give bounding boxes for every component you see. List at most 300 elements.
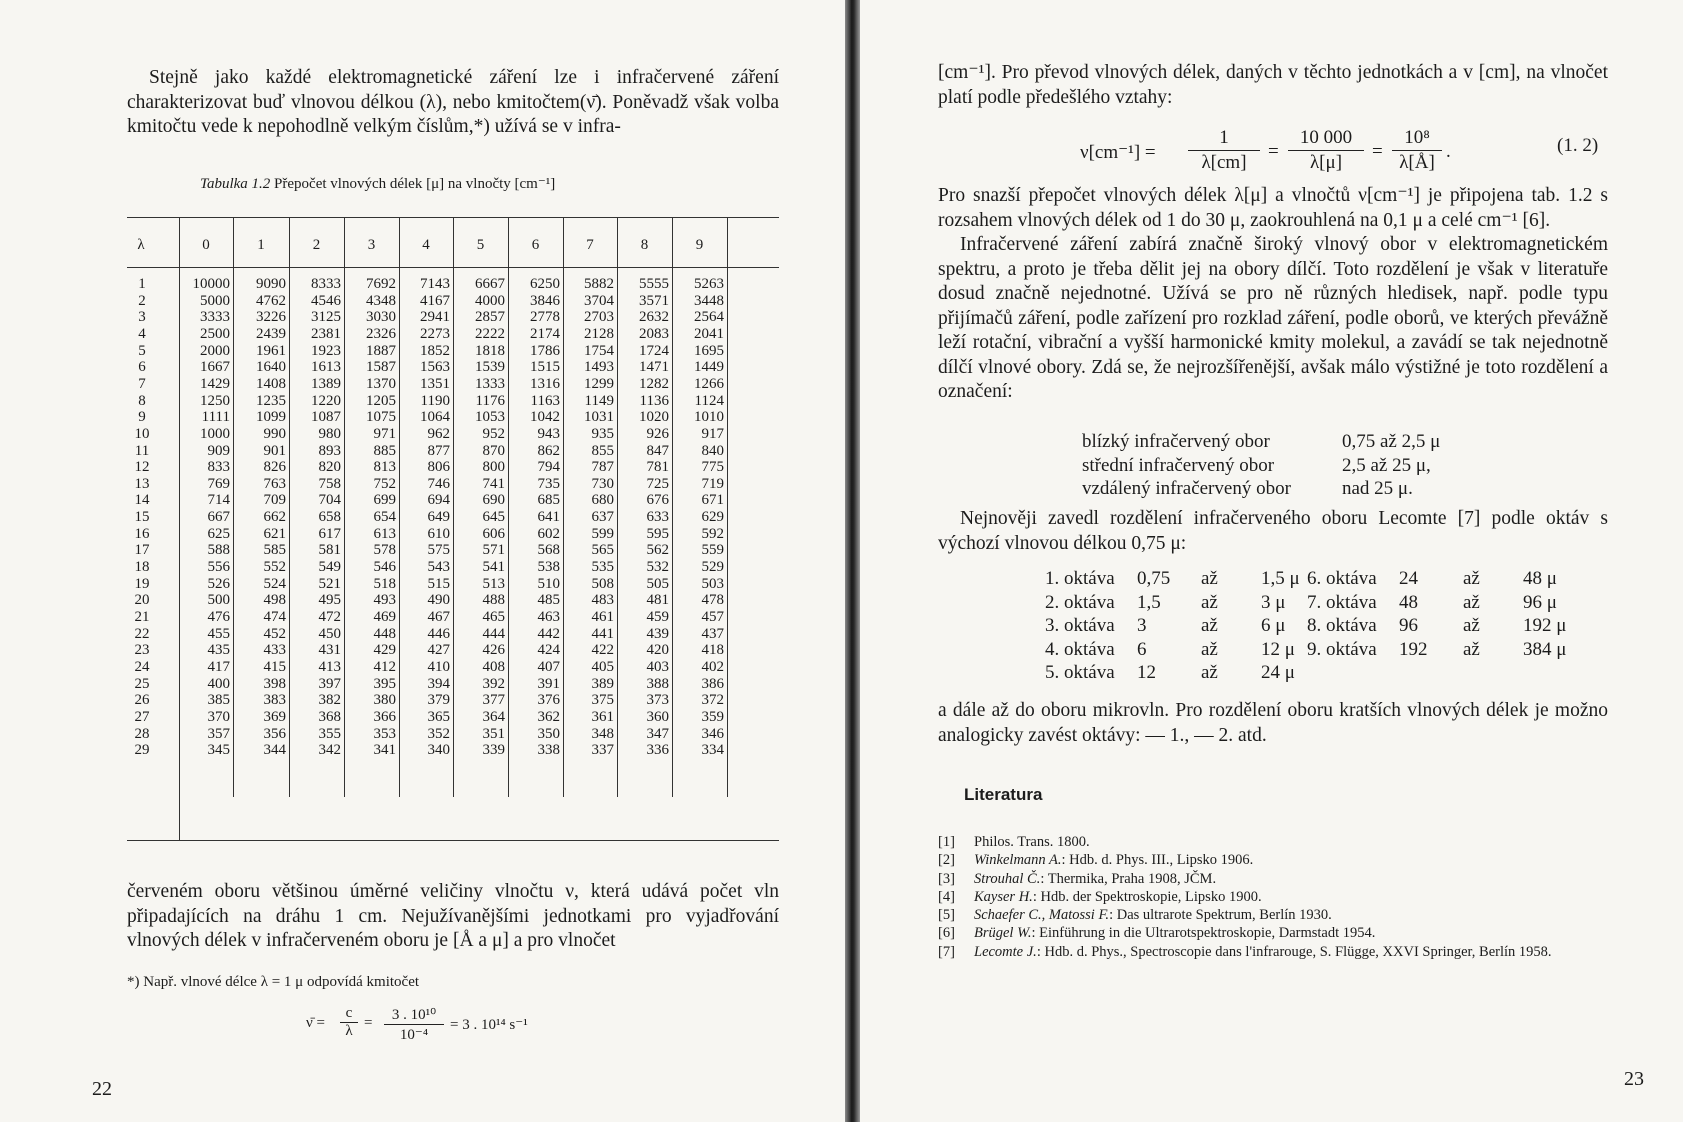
table-cell: 338 <box>537 742 560 759</box>
table-row-lambda: 23 <box>134 642 150 659</box>
table-cell: 571 <box>482 542 505 559</box>
table-cell: 9090 <box>256 276 286 292</box>
right-top-text: [cm⁻¹]. Pro převod vlnových délek, daných v těchto jednotkách a v [cm], na vlnočet platí podle předešlého vztahy: <box>938 62 1608 108</box>
table-cell: 893 <box>318 442 341 459</box>
table-cell: 392 <box>482 675 505 692</box>
table-cell: 1724 <box>639 342 669 359</box>
table-cell: 463 <box>537 609 560 625</box>
table-row-lambda: 24 <box>134 658 150 675</box>
table-cell: 990 <box>263 425 286 442</box>
table-cell: 347 <box>646 725 669 742</box>
table-cell: 508 <box>591 575 614 592</box>
table-row-lambda: 25 <box>134 675 150 692</box>
octave-end: 24 μ <box>1261 662 1295 683</box>
reference-author: Strouhal Č. <box>974 870 1041 887</box>
table-cell: 699 <box>373 492 396 509</box>
table-cell: 373 <box>646 692 669 709</box>
range-value: 0,75 až 2,5 μ <box>1342 431 1441 452</box>
ir-range-row <box>1082 454 1440 478</box>
table-cell: 1099 <box>256 409 286 426</box>
table-cell: 3571 <box>639 292 669 309</box>
table-caption-label: Tabulka 1.2 <box>200 176 271 192</box>
table-cell: 467 <box>427 609 450 625</box>
table-row-lambda: 18 <box>134 559 150 576</box>
table-row-lambda: 5 <box>138 342 146 359</box>
table-cell: 365 <box>427 708 450 725</box>
table-cell: 1408 <box>256 375 286 392</box>
table-row-lambda: 16 <box>134 525 150 542</box>
reference-item <box>938 888 1618 906</box>
right-top-paragraph <box>938 61 1608 110</box>
table-row-lambda: 10 <box>134 425 150 442</box>
table-cell: 820 <box>318 459 341 476</box>
table-cell: 943 <box>537 425 560 442</box>
table-cell: 336 <box>646 742 669 759</box>
table-cell: 355 <box>318 725 341 742</box>
reference-number: [3] <box>938 870 955 887</box>
table-cell: 435 <box>207 642 230 659</box>
table-cell: 1786 <box>530 342 560 359</box>
table-cell: 493 <box>373 592 396 609</box>
table-row-lambda: 29 <box>134 742 150 759</box>
table-cell: 439 <box>646 625 669 642</box>
octave-row <box>1045 591 1300 615</box>
table-cell: 1389 <box>311 375 341 392</box>
octave-row <box>1045 638 1300 662</box>
table-cell: 1266 <box>694 375 724 392</box>
table-cell: 1111 <box>201 409 230 426</box>
table-cell: 515 <box>427 575 450 592</box>
table-cell: 658 <box>318 509 341 526</box>
table-cell: 341 <box>373 742 396 759</box>
table-cell: 935 <box>591 425 614 442</box>
range-value: nad 25 μ. <box>1342 478 1413 499</box>
octave-name: 6. oktáva <box>1307 568 1377 589</box>
table-cell: 441 <box>591 625 614 642</box>
table-cell: 429 <box>373 642 396 659</box>
table-cell: 833 <box>207 459 230 476</box>
table-caption-text: Přepočet vlnových délek [μ] na vlnočty [cm⁻¹] <box>274 176 556 192</box>
range-value: 2,5 až 25 μ, <box>1342 454 1431 476</box>
table-cell: 1087 <box>311 409 341 426</box>
table-cell: 595 <box>646 525 669 542</box>
table-column-header: 9 <box>695 237 704 253</box>
table-cell: 552 <box>263 559 286 576</box>
table-cell: 1754 <box>584 342 614 359</box>
octave-end: 6 μ <box>1261 615 1286 636</box>
table-cell: 405 <box>591 658 614 675</box>
eq-number: (1. 2) <box>1557 135 1599 156</box>
octave-from: 96 <box>1399 615 1418 636</box>
reference-body <box>974 924 1618 942</box>
page-number-left: 22 <box>92 1078 112 1100</box>
table-cell: 448 <box>373 625 396 642</box>
fn-rhs: = 3 . 10¹⁴ s⁻¹ <box>450 1017 528 1033</box>
table-cell: 578 <box>373 542 396 559</box>
reference-body <box>974 851 1618 869</box>
fn-frac1 <box>340 1005 358 1040</box>
table-cell: 1075 <box>366 409 396 426</box>
table-cell: 334 <box>701 742 724 759</box>
octave-from: 24 <box>1399 568 1418 589</box>
reference-author: Brügel W. <box>974 925 1032 942</box>
reference-number: [2] <box>938 852 955 869</box>
table-cell: 2703 <box>584 309 614 326</box>
table-cell: 465 <box>482 609 505 625</box>
octave-to: až <box>1463 638 1480 660</box>
table-cell: 1250 <box>200 392 230 409</box>
table-cell: 787 <box>591 459 614 476</box>
table-cell: 1031 <box>584 409 614 426</box>
table-cell: 662 <box>263 509 286 526</box>
table-row-lambda: 13 <box>134 475 150 492</box>
table-cell: 524 <box>263 575 286 592</box>
table-cell: 340 <box>427 742 450 759</box>
table-cell: 526 <box>207 575 230 592</box>
table-cell: 1923 <box>311 342 341 359</box>
table-cell: 339 <box>482 742 505 759</box>
table-cell: 410 <box>427 658 450 675</box>
octave-row <box>1045 661 1300 685</box>
table-cell: 369 <box>263 708 286 725</box>
octave-to: až <box>1463 591 1480 613</box>
table-row-lambda: 14 <box>134 492 150 509</box>
octave-from: 12 <box>1137 662 1156 683</box>
table-cell: 346 <box>701 725 724 742</box>
table-cell: 2174 <box>530 325 560 342</box>
bottom-paragraph <box>127 880 779 954</box>
table-cell: 1000 <box>200 425 230 442</box>
table-cell: 885 <box>373 442 396 459</box>
reference-body <box>974 906 1618 924</box>
table-cell: 402 <box>701 658 724 675</box>
table-cell: 621 <box>263 525 286 542</box>
table-cell: 513 <box>482 575 505 592</box>
table-cell: 3226 <box>256 309 286 326</box>
reference-number: [1] <box>938 834 955 850</box>
fn-lhs: ν̄ = <box>306 1015 325 1031</box>
reference-number: [6] <box>938 925 955 942</box>
octave-from: 3 <box>1137 615 1147 636</box>
table-cell: 680 <box>591 492 614 509</box>
octave-end: 1,5 μ <box>1261 568 1300 589</box>
table-cell: 599 <box>591 525 614 542</box>
fn-eq: = <box>364 1015 373 1031</box>
octave-to: až <box>1201 568 1218 589</box>
range-name: vzdálený infračervený obor <box>1082 478 1291 499</box>
table-cell: 391 <box>537 675 560 692</box>
octave-end: 48 μ <box>1523 568 1557 589</box>
table-cell: 485 <box>537 592 560 609</box>
table-cell: 431 <box>318 642 341 659</box>
table-cell: 641 <box>537 509 560 526</box>
table-cell: 457 <box>701 609 724 625</box>
table-cell: 2439 <box>256 325 286 342</box>
table-cell: 2273 <box>420 325 450 342</box>
table-cell: 386 <box>701 675 724 692</box>
table-cell: 667 <box>207 509 230 526</box>
table-cell: 459 <box>646 609 669 625</box>
table-cell: 382 <box>318 692 341 709</box>
table-cell: 763 <box>263 475 286 492</box>
octave-row <box>1045 614 1300 638</box>
table-cell: 1042 <box>530 409 560 426</box>
table-cell: 610 <box>427 525 450 542</box>
eq-frac2-num: 10 000 <box>1288 127 1364 151</box>
table-cell: 495 <box>318 592 341 609</box>
table-cell: 617 <box>318 525 341 542</box>
table-cell: 575 <box>427 542 450 559</box>
table-cell: 741 <box>482 475 505 492</box>
table-cell: 420 <box>646 642 669 659</box>
table-cell: 1640 <box>256 359 286 376</box>
eq-frac3-num: 10⁸ <box>1392 127 1442 151</box>
table-cell: 397 <box>318 675 341 692</box>
conversion-table <box>127 217 779 840</box>
table-cell: 2000 <box>200 342 230 359</box>
table-cell: 1176 <box>475 392 505 409</box>
table-cell: 1190 <box>420 392 450 409</box>
octave-to: až <box>1201 615 1218 636</box>
table-cell: 2857 <box>475 309 505 326</box>
octave-row <box>1307 614 1566 638</box>
table-cell: 1852 <box>420 342 450 359</box>
table-cell: 671 <box>701 492 724 509</box>
table-row-lambda: 26 <box>134 692 150 709</box>
table-cell: 3704 <box>584 292 614 309</box>
table-cell: 806 <box>427 459 450 476</box>
reference-item <box>938 924 1618 942</box>
reference-author: Lecomte J. <box>974 943 1037 960</box>
table-cell: 408 <box>482 658 505 675</box>
table-cell: 2041 <box>694 325 724 342</box>
table-cell: 926 <box>646 425 669 442</box>
eq-frac1-den: λ[cm] <box>1201 152 1247 173</box>
table-row-lambda: 28 <box>134 725 150 742</box>
reference-item <box>938 870 1618 888</box>
table-row-lambda: 27 <box>134 708 150 725</box>
table-cell: 380 <box>373 692 396 709</box>
octave-from: 6 <box>1137 638 1147 660</box>
table-cell: 645 <box>482 509 505 526</box>
octave-name: 2. oktáva <box>1045 591 1115 613</box>
table-cell: 2500 <box>200 325 230 342</box>
table-cell: 2778 <box>530 309 560 326</box>
octave-row <box>1307 638 1566 662</box>
table-cell: 709 <box>263 492 286 509</box>
eq-frac1 <box>1188 127 1260 174</box>
eq-lhs: ν[cm⁻¹] = <box>1080 142 1156 163</box>
table-cell: 549 <box>318 559 341 576</box>
table-cell: 3333 <box>200 309 230 326</box>
table-cell: 1136 <box>639 392 669 409</box>
octave-end: 12 μ <box>1261 638 1295 660</box>
octave-end: 384 μ <box>1523 638 1567 660</box>
table-cell: 372 <box>701 692 724 709</box>
table-row-lambda: 17 <box>134 542 150 559</box>
table-cell: 541 <box>482 559 505 576</box>
table-cell: 452 <box>263 625 286 642</box>
table-cell: 840 <box>701 442 724 459</box>
octave-name: 8. oktáva <box>1307 615 1377 636</box>
reference-number: [5] <box>938 907 955 924</box>
table-cell: 746 <box>427 475 450 492</box>
table-cell: 529 <box>701 559 724 576</box>
intro-text: Stejně jako každé elektromagnetické záření lze i infračervené záření charakterizovat buď vlnovou délkou (λ), nebo kmitočtem(ν̄). Poněvadž však volba kmitočtu vede k nepohodlně velkým číslům,*) užívá se v infra- <box>127 67 779 137</box>
octave-row <box>1307 591 1566 615</box>
reference-item <box>938 943 1618 961</box>
reference-number: [4] <box>938 888 955 905</box>
table-cell: 535 <box>591 559 614 576</box>
table-cell: 752 <box>373 475 396 492</box>
table-cell: 4000 <box>475 292 505 309</box>
eq-frac1-num: 1 <box>1188 127 1260 151</box>
reference-body <box>974 943 1618 961</box>
table-column-header: 3 <box>367 237 376 253</box>
table-cell: 1539 <box>475 359 505 376</box>
table-cell: 2941 <box>420 309 450 326</box>
table-cell: 855 <box>591 442 614 459</box>
octave-name: 1. oktáva <box>1045 568 1115 589</box>
table-cell: 758 <box>318 475 341 492</box>
eq-frac2-den: λ[μ] <box>1309 152 1343 173</box>
reference-text: : Hdb. der Spektroskopie, Lipsko 1900. <box>1032 888 1262 905</box>
table-cell: 395 <box>373 675 396 692</box>
fn-frac2 <box>384 1005 444 1044</box>
table-cell: 7692 <box>366 276 396 292</box>
reference-author: Winkelmann A. <box>974 852 1062 869</box>
table-cell: 348 <box>591 725 614 742</box>
table-cell: 1316 <box>530 375 560 392</box>
reference-text: : Einführung in die Ultrarotspektroskopie, Darmstadt 1954. <box>1031 925 1376 942</box>
table-cell: 581 <box>318 542 341 559</box>
table-cell: 3030 <box>366 309 396 326</box>
reference-number: [7] <box>938 943 955 960</box>
table-cell: 2128 <box>584 325 614 342</box>
table-row-lambda: 6 <box>138 359 146 376</box>
table-cell: 368 <box>318 708 341 725</box>
table-cell: 1220 <box>311 392 341 409</box>
table-cell: 461 <box>591 609 614 625</box>
right-page <box>860 0 1683 1122</box>
table-cell: 685 <box>537 492 560 509</box>
octave-to: až <box>1201 638 1218 660</box>
table-rule <box>127 840 779 841</box>
reference-item <box>938 851 1618 869</box>
table-cell: 476 <box>207 609 230 625</box>
reference-text: : Hdb. d. Phys., Spectroscopie dans l'infrarouge, S. Flügge, XXVI Springer, Berlín 1958. <box>1036 943 1552 960</box>
table-row-lambda: 2 <box>138 292 146 309</box>
intro-paragraph <box>127 66 779 140</box>
table-cell: 444 <box>482 625 505 642</box>
eq-dot: . <box>1446 141 1451 162</box>
table-cell: 1613 <box>311 359 341 376</box>
octave-from: 1,5 <box>1137 591 1161 613</box>
table-cell: 415 <box>263 658 286 675</box>
table-cell: 1961 <box>256 342 286 359</box>
eq-equals-2: = <box>1372 141 1383 162</box>
eq-frac3-den: λ[Å] <box>1399 152 1435 173</box>
table-cell: 1205 <box>366 392 396 409</box>
table-cell: 3448 <box>694 292 724 309</box>
table-row-lambda: 8 <box>138 392 146 409</box>
table-cell: 1818 <box>475 342 505 359</box>
table-cell: 383 <box>263 692 286 709</box>
table-cell: 725 <box>646 475 669 492</box>
table-cell: 2381 <box>311 325 341 342</box>
para-division: Infračervené záření zabírá značně široký vlnový obor v elektromagnetickém spektru, a proto je třeba dělit jej na obory dílčí. Toto rozdělení je však v literatuře dosud značně nejednotné. Užívá se pro ně různých hledisek, např. podle typu přijímačů záření, podle zařízení pro rozklad záření, podle oborů, ve kterých převážně leží rotační, vibrační a vyšší harmonické kmity molekul, a zavádí se tak nejednotně dílčí vlnové obory. Zdá se, že nejrozšířenější, avšak málo výstižné je toto rozdělení a označení: <box>938 234 1608 402</box>
table-cell: 357 <box>207 725 230 742</box>
table-cell: 413 <box>318 658 341 675</box>
octave-to: až <box>1463 615 1480 636</box>
table-row-lambda: 11 <box>134 442 150 459</box>
reference-author: Kayser H. <box>974 888 1033 905</box>
table-cell: 2326 <box>366 325 396 342</box>
table-cell: 562 <box>646 542 669 559</box>
eq-frac3 <box>1392 127 1442 174</box>
table-cell: 917 <box>701 425 724 442</box>
table-cell: 629 <box>701 509 724 526</box>
table-cell: 424 <box>537 642 560 659</box>
table-cell: 538 <box>537 559 560 576</box>
table-cell: 962 <box>427 425 450 442</box>
table-cell: 1053 <box>475 409 505 426</box>
fn-frac1-num: c <box>340 1005 358 1023</box>
octave-name: 4. oktáva <box>1045 638 1115 660</box>
table-cell: 418 <box>701 642 724 659</box>
reference-text: : Das ultrarote Spektrum, Berlín 1930. <box>1109 907 1332 924</box>
table-cell: 360 <box>646 708 669 725</box>
table-cell: 568 <box>537 542 560 559</box>
table-cell: 1449 <box>694 359 724 376</box>
reference-body <box>974 888 1618 906</box>
table-cell: 1695 <box>694 342 724 359</box>
table-cell: 877 <box>427 442 450 459</box>
reference-text: Philos. Trans. 1800. <box>974 834 1090 850</box>
table-cell: 351 <box>482 725 505 742</box>
table-cell: 719 <box>701 475 724 492</box>
table-cell: 1563 <box>420 359 450 376</box>
table-cell: 377 <box>482 692 505 709</box>
footnote: *) Např. vlnové délce λ = 1 μ odpovídá kmitočet <box>127 974 420 990</box>
octaves-left-list <box>1045 567 1300 685</box>
octave-end: 192 μ <box>1523 615 1567 636</box>
table-cell: 472 <box>318 609 341 625</box>
fn-frac1-den: λ <box>345 1023 353 1039</box>
table-cell: 498 <box>263 592 286 609</box>
table-column-header: 8 <box>640 237 649 253</box>
table-cell: 633 <box>646 509 669 526</box>
table-cell: 1010 <box>694 409 724 426</box>
table-cell: 813 <box>373 459 396 476</box>
table-cell: 5555 <box>639 276 669 292</box>
table-cell: 446 <box>427 625 450 642</box>
table-cell: 5263 <box>694 276 724 292</box>
table-cell: 690 <box>482 492 505 509</box>
table-cell: 980 <box>318 425 341 442</box>
table-cell: 362 <box>537 708 560 725</box>
table-cell: 10000 <box>192 276 230 292</box>
table-cell: 1149 <box>584 392 614 409</box>
table-cell: 474 <box>263 609 286 625</box>
table-column-header: 2 <box>312 237 321 253</box>
table-row-lambda: 9 <box>138 409 146 426</box>
table-cell: 1333 <box>475 375 505 392</box>
table-column-header: 4 <box>422 237 430 253</box>
table-row-lambda: 22 <box>134 625 150 642</box>
para-microwave: a dále až do oboru mikrovln. Pro rozdělení oboru kratších vlnových délek je možno analogicky zavést oktávy: — 1., — 2. atd. <box>938 700 1608 746</box>
octave-end: 96 μ <box>1523 591 1557 613</box>
